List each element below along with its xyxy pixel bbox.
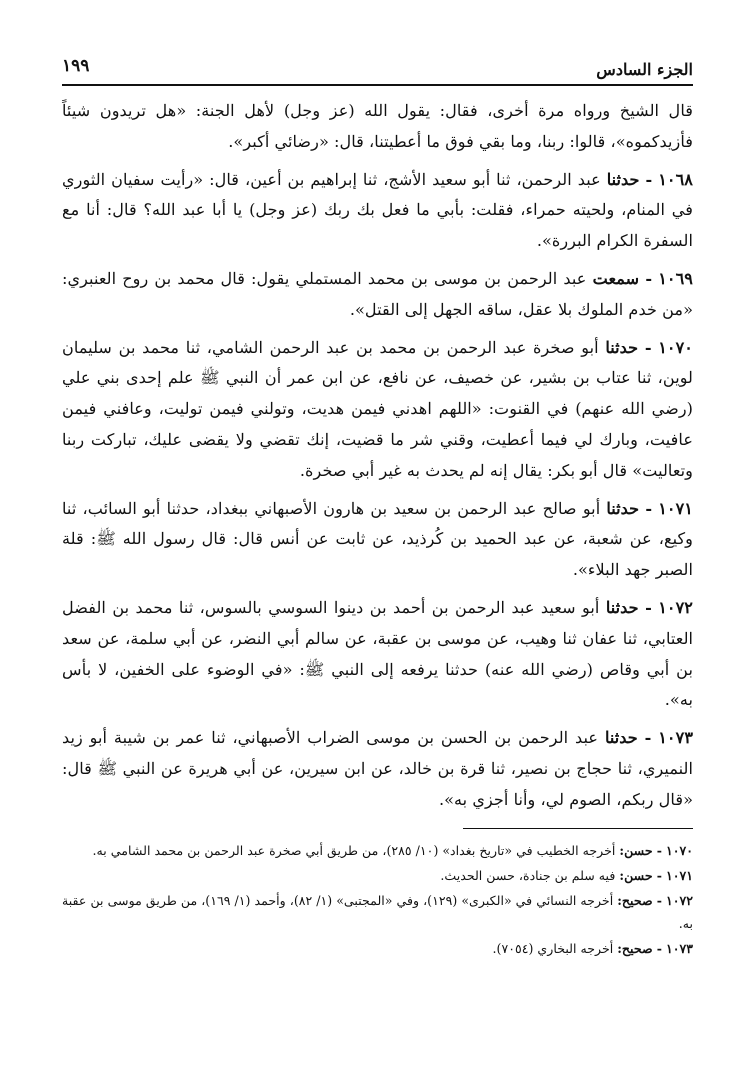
hadith-text: أبو صالح عبد الرحمن بن سعيد بن هارون الأصبهاني ببغداد، حدثنا أبو السائب، ثنا وكيع، عن شعبة، عن عبد الحميد بن كُرذيد، عن ثابت عن أنس قال: قال رسول الله ﷺ: قلة الصبر جهد البلاء».	[62, 498, 693, 580]
footnote-text: أخرجه النسائي في «الكبرى» (١٢٩)، وفي «المجتبى» (١/ ٨٢)، وأحمد (١/ ١٦٩)، من طريق موسى بن عقبة به.	[62, 892, 693, 931]
footnote-rule	[463, 828, 693, 829]
footnote-grade: صحيح	[621, 940, 653, 956]
hadith-text: عبد الرحمن، ثنا أبو سعيد الأشج، ثنا إبراهيم بن أعين، قال: «رأيت سفيان الثوري في المنام، ولحيته حمراء، فقلت: بأبي ما فعل بك ربك (عز وجل) يا أبا عبد الله؟ قال: أنا مع السفرة الكرام البررة».	[62, 169, 693, 251]
hadith-number: ١٠٦٨	[658, 169, 693, 189]
running-head: الجزء السادس	[596, 60, 693, 79]
footnote-1071: ١٠٧١ - حسن: فيه سلم بن جنادة، حسن الحديث.	[440, 867, 693, 883]
footnote-1070: ١٠٧٠ - حسن: أخرجه الخطيب في «تاريخ بغداد» (١٠/ ٢٨٥)، من طريق أبي صخرة عبد الرحمن بن محمد الشامي به.	[92, 842, 693, 858]
page-number: ١٩٩	[62, 56, 90, 76]
footnote-grade: حسن	[624, 842, 653, 858]
hadith-text: عبد الرحمن بن موسى بن محمد المستملي يقول: قال محمد بن روح العنبري: «من خدم الملوك بلا عقل، ساقه الجهل إلى القتل».	[62, 268, 693, 319]
hadith-number: ١٠٧١	[658, 498, 693, 518]
hadith-number: ١٠٧٢	[658, 597, 693, 617]
paragraph-text: قال الشيخ ورواه مرة أخرى، فقال: يقول الله (عز وجل) لأهل الجنة: «هل تريدون شيئاً فأزيدكموه»، قالوا: ربنا، وما بقي فوق ما أعطيتنا، قال: «رضائي أكبر».	[62, 101, 693, 151]
footnote-1073: ١٠٧٣ - صحيح: أخرجه البخاري (٧٠٥٤).	[492, 940, 693, 956]
footnote-number: ١٠٧٢	[665, 892, 694, 908]
body-text	[62, 78, 693, 816]
footnote-text: فيه سلم بن جنادة، حسن الحديث.	[440, 867, 616, 883]
hadith-lead-word: حدثنا	[605, 337, 639, 357]
paragraph-intro	[62, 96, 693, 158]
hadith-lead-word: حدثنا	[604, 728, 638, 748]
hadith-number: ١٠٦٩	[658, 268, 693, 288]
footnote-1072: ١٠٧٢ - صحيح: أخرجه النسائي في «الكبرى» (١٢٩)، وفي «المجتبى» (١/ ٨٢)، وأحمد (١/ ١٦٩)، من طريق موسى بن عقبة به.	[62, 892, 694, 931]
hadith-text: أبو سعيد عبد الرحمن بن أحمد بن دينوا السوسي بالسوس، ثنا محمد بن الفضل العتابي، ثنا عفان ثنا وهيب، عن موسى بن عقبة، عن سالم أبي النضر، عن أبي سلمة، عن سعد بن أبي وقاص (رضي الله عنه) حدثنا يرفعه إلى النبي ﷺ: «في الوضوء على الخفين، لا بأس به».	[62, 597, 693, 710]
hadith-lead-word: حدثنا	[605, 597, 639, 617]
hadith-text: أبو صخرة عبد الرحمن بن محمد بن عبد الرحمن الشامي، ثنا محمد بن سليمان لوين، ثنا عتاب بن بشير، عن خصيف، عن نافع، عن ابن عمر أن النبي ﷺ علم إحدى بني علي (رضي الله عنهم) في القنوت: «اللهم اهدني فيمن هديت، وتولني فيمن توليت، وعافني فيمن عافيت، وبارك لي فيما أعطيت، وقني شر ما قضيت، إنك تقضي ولا يقضى عليك، تباركت ربنا وتعاليت» قال أبو بكر: يقال إنه لم يحدث به غير أبي صخرة.	[62, 337, 693, 480]
hadith-1072: ١٠٧٢ - حدثنا أبو سعيد عبد الرحمن بن أحمد بن دينوا السوسي بالسوس، ثنا محمد بن الفضل العتابي، ثنا عفان ثنا وهيب، عن موسى بن عقبة، عن سالم أبي النضر، عن أبي سلمة، عن سعد بن أبي وقاص (رضي الله عنه) حدثنا يرفعه إلى النبي ﷺ: «في الوضوء على الخفين، لا بأس به».	[62, 597, 693, 710]
footnote-text: أخرجه الخطيب في «تاريخ بغداد» (١٠/ ٢٨٥)، من طريق أبي صخرة عبد الرحمن بن محمد الشامي به.	[92, 842, 616, 858]
footnote-number: ١٠٧٣	[665, 940, 693, 956]
page-header	[62, 0, 693, 78]
footnote-number: ١٠٧٠	[665, 842, 693, 858]
hadith-1070: ١٠٧٠ - حدثنا أبو صخرة عبد الرحمن بن محمد بن عبد الرحمن الشامي، ثنا محمد بن سليمان لوين، ثنا عتاب بن بشير، عن خصيف، عن نافع، عن ابن عمر أن النبي ﷺ علم إحدى بني علي (رضي الله عنهم) في القنوت: «اللهم اهدني فيمن هديت، وتولني فيمن توليت، وعافني فيمن عافيت، وبارك لي فيما أعطيت، وقني شر ما قضيت، إنك تقضي ولا يقضى عليك، تباركت ربنا وتعاليت» قال أبو بكر: يقال إنه لم يحدث به غير أبي صخرة.	[62, 337, 693, 480]
hadith-1071: ١٠٧١ - حدثنا أبو صالح عبد الرحمن بن سعيد بن هارون الأصبهاني ببغداد، حدثنا أبو السائب، ثنا وكيع، عن شعبة، عن عبد الحميد بن كُرذيد، عن ثابت عن أنس قال: قال رسول الله ﷺ: قلة الصبر جهد البلاء».	[62, 498, 693, 580]
footnotes	[62, 839, 693, 960]
hadith-lead-word: حدثنا	[606, 498, 640, 518]
hadith-number: ١٠٧٠	[658, 337, 693, 357]
hadith-number: ١٠٧٣	[658, 728, 694, 748]
hadith-1069: ١٠٦٩ - سمعت عبد الرحمن بن موسى بن محمد المستملي يقول: قال محمد بن روح العنبري: «من خدم الملوك بلا عقل، ساقه الجهل إلى القتل».	[62, 268, 693, 319]
footnote-text: أخرجه البخاري (٧٠٥٤).	[492, 940, 614, 956]
footnote-grade: حسن	[624, 867, 653, 883]
header-rule	[62, 84, 693, 86]
hadith-1073: ١٠٧٣ - حدثنا عبد الرحمن بن الحسن بن موسى الضراب الأصبهاني، ثنا عمر بن شيبة أبو زيد النميري، ثنا حجاج بن نصير، ثنا قرة بن خالد، عن ابن سيرين، عن أبي هريرة عن النبي ﷺ قال: «قال ربكم، الصوم لي، وأنا أجزي به».	[62, 728, 694, 809]
hadith-lead-word: حدثنا	[606, 169, 640, 189]
hadith-text: عبد الرحمن بن الحسن بن موسى الضراب الأصبهاني، ثنا عمر بن شيبة أبو زيد النميري، ثنا حجاج بن نصير، ثنا قرة بن خالد، عن ابن سيرين، عن أبي هريرة عن النبي ﷺ قال: «قال ربكم، الصوم لي، وأنا أجزي به».	[62, 728, 693, 809]
footnote-grade: صحيح	[621, 892, 653, 908]
hadith-lead-word: سمعت	[592, 268, 640, 288]
hadith-1068: ١٠٦٨ - حدثنا عبد الرحمن، ثنا أبو سعيد الأشج، ثنا إبراهيم بن أعين، قال: «رأيت سفيان الثوري في المنام، ولحيته حمراء، فقلت: بأبي ما فعل بك ربك (عز وجل) يا أبا عبد الله؟ قال: أنا مع السفرة الكرام البررة».	[62, 169, 693, 251]
footnote-number: ١٠٧١	[665, 867, 693, 883]
